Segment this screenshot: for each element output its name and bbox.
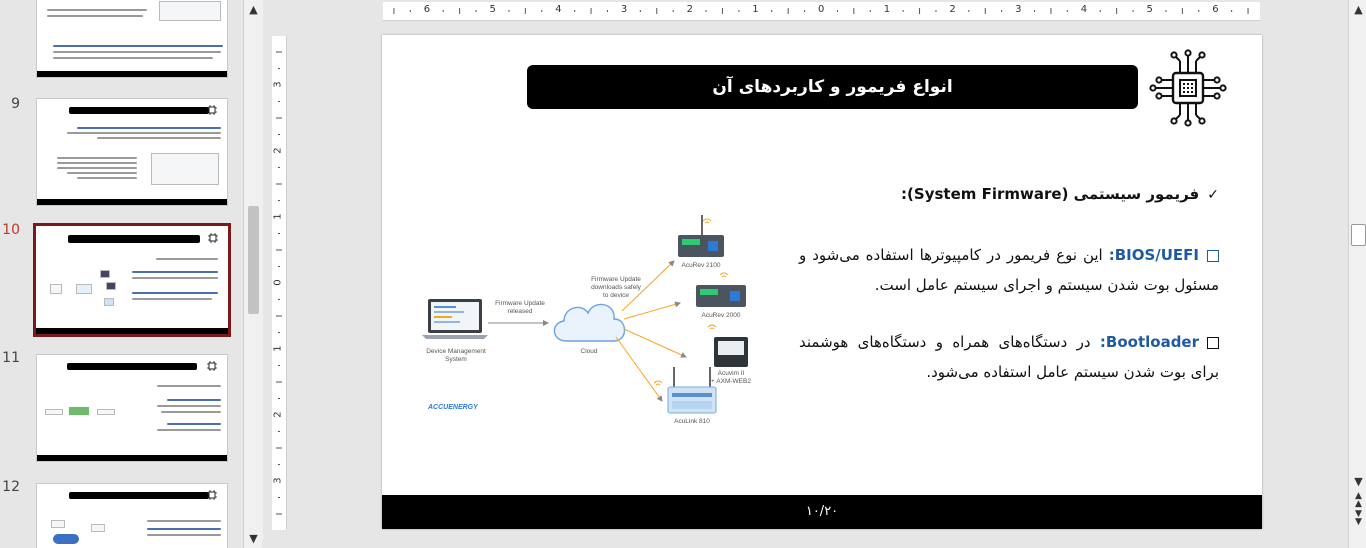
bootloader-keyword: Bootloader: <box>1099 333 1199 351</box>
cloud-label: Cloud <box>580 348 598 355</box>
slide-thumbnail-9[interactable] <box>36 98 228 206</box>
brand-logo: ACCUENERGY <box>428 404 478 411</box>
ruler-label: 6 <box>423 4 431 15</box>
ruler-label: 3 <box>620 4 628 15</box>
slide-title: انواع فریمور و کاربردهای آن <box>527 65 1138 109</box>
section-heading <box>901 185 1219 203</box>
ruler-label: 6 <box>1212 4 1219 15</box>
section-heading-text: فریمور سیستمی (System Firmware): <box>901 185 1200 203</box>
ruler-label: 3 <box>1015 4 1022 15</box>
chip-icon <box>205 488 219 502</box>
slide-thumbnail-10[interactable] <box>33 223 231 337</box>
slide-canvas[interactable] <box>382 35 1262 529</box>
chip-icon <box>205 103 219 117</box>
downloads-label: Firmware Update <box>591 276 641 283</box>
next-slide-button[interactable]: ▼ ▼ <box>1355 509 1362 527</box>
device-4-label: AcuLink 810 <box>674 418 710 425</box>
bios-uefi-text: این نوع فریمور در کامپیوترها استفاده می‌شود و مسئول بوت شدن سیستم و اجرای سیستم عامل است. <box>799 246 1219 294</box>
device-2-label: AcuRev 2000 <box>701 312 741 319</box>
horizontal-ruler[interactable] <box>383 2 1260 21</box>
downloads-label-line3: to device <box>602 292 630 299</box>
update-released-label: Firmware Update <box>495 300 545 307</box>
thumbnail-scroll-thumb[interactable] <box>248 206 259 314</box>
device-1-label: AcuRev 2100 <box>681 262 721 269</box>
ruler-label: 1 <box>272 213 284 220</box>
device-management-label: Device Management <box>426 348 486 355</box>
bootloader-paragraph <box>799 327 1219 387</box>
ruler-label: 5 <box>489 4 496 15</box>
slide-thumbnail-8[interactable] <box>36 0 228 78</box>
device-3-label-line2: + AXM-WEB2 <box>711 378 751 385</box>
wifi-icon <box>654 381 662 385</box>
ruler-label: 1 <box>883 4 891 15</box>
chip-icon <box>1147 47 1229 129</box>
thumbnail-scrollbar[interactable] <box>243 0 263 548</box>
chip-icon <box>205 359 219 373</box>
slide-thumbnail-pane <box>0 0 262 548</box>
device-management-label-line2: System <box>445 356 467 363</box>
slide-thumbnail-11[interactable] <box>36 354 228 462</box>
slide-footer: ۱۰/۲۰ <box>382 495 1262 529</box>
slide-scroll-thumb[interactable] <box>1351 224 1366 246</box>
wifi-icon <box>720 273 728 277</box>
checkmark-icon: ✓ <box>1207 187 1219 203</box>
previous-slide-button[interactable]: ▲ ▲ <box>1355 491 1362 509</box>
slide-number-10: 10 <box>2 222 20 238</box>
checkbox-icon <box>1207 337 1219 349</box>
slide-thumbnail-12[interactable] <box>36 483 228 548</box>
update-released-label-line2: released <box>507 308 533 315</box>
laptop-icon <box>422 299 488 339</box>
ruler-label: 2 <box>686 4 693 15</box>
bios-uefi-keyword: BIOS/UEFI: <box>1108 246 1199 264</box>
ruler-label: 2 <box>272 411 284 418</box>
checkbox-icon <box>1207 250 1219 262</box>
slide-number-11: 11 <box>2 350 20 366</box>
vertical-ruler[interactable] <box>272 36 287 530</box>
horizontal-scrollbar[interactable] <box>262 540 1348 548</box>
ruler-label: 1 <box>752 4 759 15</box>
wifi-icon <box>703 219 711 223</box>
cloud-icon <box>554 304 624 341</box>
wifi-icon <box>708 325 716 329</box>
downloads-label-line2: downloads safely <box>591 284 641 291</box>
scroll-down-icon[interactable]: ▼ <box>249 532 258 545</box>
firmware-update-diagram <box>418 211 758 431</box>
ruler-label: 2 <box>272 147 284 154</box>
scroll-up-icon[interactable]: ▲ <box>249 3 258 16</box>
ruler-label: 0 <box>272 279 284 286</box>
slide-scrollbar[interactable] <box>1348 0 1366 548</box>
ruler-label: 5 <box>1146 4 1153 15</box>
bootloader-text: در دستگاه‌های همراه و دستگاه‌های هوشمند برای بوت شدن سیستم عامل استفاده می‌شود. <box>799 333 1219 381</box>
slide-number-9: 9 <box>11 96 20 112</box>
ruler-label: 3 <box>272 81 284 88</box>
ruler-label: 0 <box>818 4 825 15</box>
ruler-label: 3 <box>272 477 284 484</box>
bios-uefi-paragraph <box>799 240 1219 300</box>
slide-number-12: 12 <box>2 479 20 495</box>
ruler-label: 4 <box>1080 4 1088 15</box>
ruler-label: 4 <box>555 4 562 15</box>
ruler-label: 2 <box>949 4 956 15</box>
scroll-up-icon[interactable]: ▲ <box>1354 3 1363 16</box>
chip-icon <box>206 231 220 245</box>
scroll-down-icon[interactable]: ▼ <box>1354 475 1363 488</box>
device-3-label: Acuvim II <box>717 370 745 377</box>
ruler-label: 1 <box>272 345 284 352</box>
